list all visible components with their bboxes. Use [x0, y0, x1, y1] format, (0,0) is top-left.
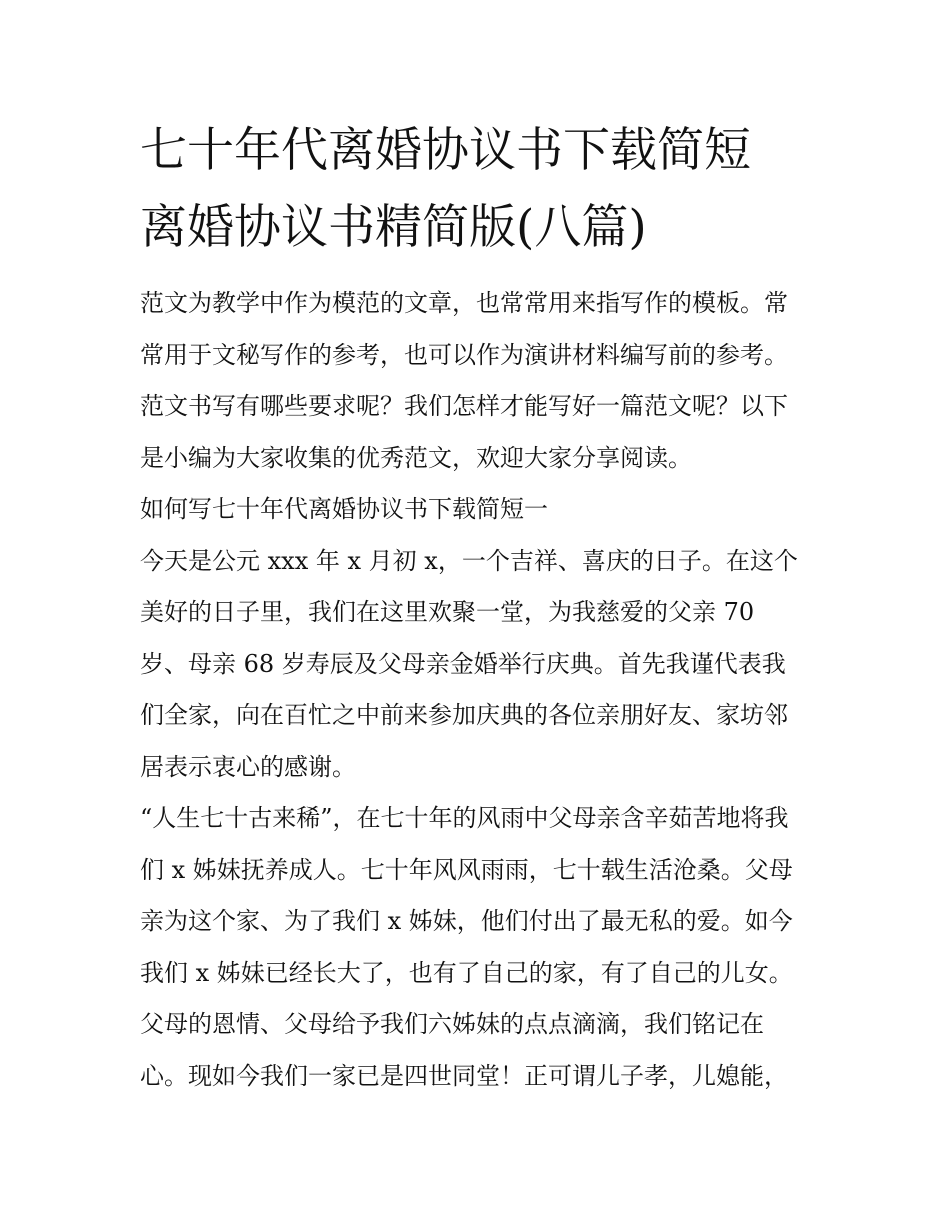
document-title	[140, 112, 820, 266]
body-line: 常用于文秘写作的参考，也可以作为演讲材料编写前的参考。	[140, 340, 788, 369]
title-line-2: 离婚协议书精简版(八篇)	[140, 200, 647, 255]
section-heading: 如何写七十年代离婚协议书下载简短一	[140, 495, 548, 523]
document-body	[140, 278, 820, 1102]
body-line: 们全家，向在百忙之中前来参加庆典的各位亲朋好友、家坊邻	[140, 701, 788, 729]
body-line: 是小编为大家收集的优秀范文，欢迎大家分享阅读。	[140, 443, 692, 472]
title-line-1: 七十年代离婚协议书下载简短	[140, 123, 751, 178]
body-line: 岁、母亲 68 岁寿辰及父母亲金婚举行庆典。首先我谨代表我	[140, 649, 786, 678]
body-line: 父母的恩情、父母给予我们六姊妹的点点滴滴，我们铭记在	[140, 1010, 764, 1038]
body-line: 今天是公元 xxx 年 x 月初 x，一个吉祥、喜庆的日子。在这个	[140, 546, 798, 575]
body-line: 们 x 姊妹抚养成人。七十年风风雨雨，七十载生活沧桑。父母	[140, 855, 793, 884]
body-line: 范文为教学中作为模范的文章，也常常用来指写作的模板。常	[140, 289, 788, 317]
body-line: 美好的日子里，我们在这里欢聚一堂，为我慈爱的父亲 70	[140, 598, 755, 626]
body-line: 居表示衷心的感谢。	[140, 752, 356, 781]
body-line: 心。现如今我们一家已是四世同堂！正可谓儿子孝，儿媳能，	[140, 1061, 788, 1090]
body-line: 我们 x 姊妹已经长大了，也有了自己的家，有了自己的儿女。	[140, 958, 793, 987]
body-line: 范文书写有哪些要求呢？我们怎样才能写好一篇范文呢？以下	[140, 392, 788, 420]
body-line: “人生七十古来稀”，在七十年的风雨中父母亲含辛茹苦地将我	[140, 804, 789, 832]
body-line: 亲为这个家、为了我们 x 姊妹，他们付出了最无私的爱。如今	[140, 907, 793, 935]
